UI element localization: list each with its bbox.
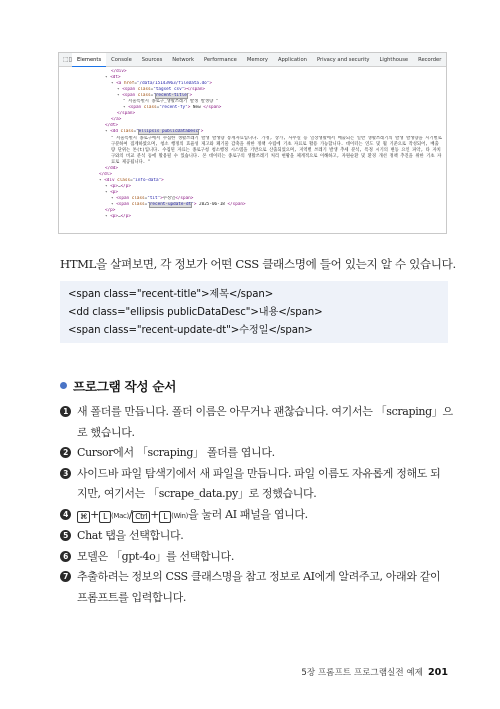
- code-snippet-box: [60, 281, 448, 343]
- win-label: (Win): [171, 511, 188, 520]
- ctrl-key: Ctrl: [132, 511, 150, 523]
- code-tree-line[interactable]: ▾ <span class="tagset csv"></span>: [117, 87, 206, 93]
- code-tree-line[interactable]: </a>: [111, 117, 122, 123]
- step-text-line: Cursor에서 「scraping」 폴더를 엽니다.: [77, 446, 275, 459]
- step-item: [60, 526, 452, 547]
- l-key: L: [159, 511, 171, 523]
- step-number-6: 6: [60, 551, 71, 562]
- step-number-1: 1: [60, 406, 71, 417]
- step-number-3: 3: [60, 468, 71, 479]
- code-tree-line[interactable]: ▾ <span class="tit">수정일</span>: [111, 195, 194, 201]
- step-text-line: Chat 탭을 선택합니다.: [77, 529, 184, 542]
- code-tree-line[interactable]: ▾ <span class="recent-update-dt"> 2025-06-18 </span>: [111, 202, 246, 208]
- code-tree-line[interactable]: ▾ <a href="/data/15143963/fileData.do">: [111, 81, 212, 87]
- code-tree-line[interactable]: </dd>: [105, 165, 118, 171]
- devtools-tabs: [72, 53, 446, 67]
- devtools-tab-bar: [59, 53, 446, 67]
- devtools-tab-privacy-and-security[interactable]: Privacy and security: [316, 56, 370, 63]
- code-tree-line[interactable]: </span>: [117, 111, 136, 117]
- step-text-line: 모델은 「gpt-4o」를 선택합니다.: [77, 549, 234, 563]
- step-item: [60, 567, 452, 608]
- page-number: 201: [427, 667, 448, 678]
- code-tree-line[interactable]: " 서울특별시 종로구_생활쓰레기 발생 발생량 ": [123, 99, 219, 105]
- bullet-dot-icon: [60, 382, 67, 389]
- devtools-tab-memory[interactable]: Memory: [246, 56, 268, 63]
- step-number-5: 5: [60, 530, 71, 541]
- code-tree-line[interactable]: </dl>: [99, 171, 112, 177]
- code-tree-line[interactable]: ▾ <span class="recent-title">: [117, 93, 193, 99]
- intro-paragraph: HTML을 살펴보면, 각 정보가 어떤 CSS 클래스명에 들어 있는지 알 수 있습니다.: [60, 257, 456, 271]
- mac-label: (Mac): [111, 511, 129, 520]
- code-tree-line[interactable]: </div>: [111, 69, 127, 74]
- step-text-line: 지만, 여기서는 「scrape_data.py」로 정했습니다.: [77, 487, 317, 500]
- code-tree-line[interactable]: ▾ <dd class="ellipsis publicDataDesc">: [105, 129, 204, 135]
- devtools-tab-recorder[interactable]: Recorder: [418, 56, 442, 63]
- devtools-tab-elements[interactable]: Elements: [72, 53, 106, 67]
- devtools-tab-application[interactable]: Application: [277, 56, 307, 63]
- command-key-icon: ⌘: [77, 511, 90, 523]
- plus-sign: +: [150, 507, 160, 521]
- code-tree-line[interactable]: ▾ <div class="info-data">: [99, 177, 164, 183]
- code-tree-line[interactable]: ▾ <p>…</p>: [105, 214, 131, 220]
- html-source-tree: [59, 67, 446, 220]
- devtools-tab-performance[interactable]: Performance: [203, 56, 237, 63]
- code-line: <span class="recent-title">제목</span>: [68, 289, 274, 300]
- step-item: [60, 464, 452, 505]
- step-text-line: 새 폴더를 만듭니다. 폴더 이름은 아무거나 괜찮습니다. 여기서는 「scraping」으: [77, 405, 453, 418]
- inspect-element-icon[interactable]: ⬚: [63, 56, 69, 63]
- devtools-tab-lighthouse[interactable]: Lighthouse: [379, 56, 409, 63]
- step-item: [60, 505, 452, 527]
- section-heading: [60, 376, 176, 395]
- step-text-line: [77, 505, 308, 527]
- step-text-line: 로 했습니다.: [77, 425, 135, 439]
- step-4-text: 을 눌러 AI 패널을 엽니다.: [187, 507, 308, 521]
- code-tree-line[interactable]: ▾ <p>: [105, 189, 118, 195]
- code-tree-line[interactable]: </p>: [105, 208, 116, 214]
- devtools-screenshot: [58, 52, 447, 234]
- code-tree-line[interactable]: ▾ <p>…</p>: [105, 183, 131, 189]
- step-number-2: 2: [60, 447, 71, 458]
- step-item: [60, 443, 452, 464]
- l-key: L: [99, 511, 111, 523]
- step-text-line: 사이드바 파일 탐색기에서 새 파일을 만듭니다. 파일 이름도 자유롭게 정해도 되: [77, 466, 441, 480]
- step-item: [60, 402, 452, 443]
- code-line: <span class="recent-update-dt">수정일</span>: [68, 325, 313, 336]
- devtools-tab-console[interactable]: Console: [111, 56, 132, 63]
- devtools-tab-sources[interactable]: Sources: [141, 56, 163, 63]
- steps-list: [60, 402, 452, 608]
- device-toolbar-icon[interactable]: ▯: [68, 56, 72, 63]
- chapter-title: 5장 프롬프트 프로그램실전 예제: [301, 668, 423, 678]
- code-tree-line[interactable]: ▾ <span class="recent-fy"> New </span>: [123, 105, 222, 111]
- code-line: <dd class="ellipsis publicDataDesc">내용</span>: [68, 307, 323, 318]
- page-footer: [301, 666, 448, 678]
- slash-separator: /: [128, 507, 133, 521]
- step-text-line: 프롬프트를 입력합니다.: [77, 590, 187, 604]
- plus-sign: +: [90, 507, 100, 521]
- devtools-tab-network[interactable]: Network: [172, 56, 194, 63]
- step-item: [60, 547, 452, 568]
- code-tree-line[interactable]: ▾ <dt>: [105, 75, 121, 81]
- step-number-4: 4: [60, 509, 71, 520]
- code-tree-line[interactable]: " 서울특별시 종로구에서 수집한 생활쓰레기 발생 발생량 통계자료입니다. 가정, 상가, 사무실 등 일상생활에서 배출되는 일반 생활쓰레기의 발생 발생량을 시기별로 구분하여 집계하였으며, 청소 행정의 효율성 제고와 폐기물 감축을 위한 정책 수립에 기초 자료로 활용 가능합니다. 데이터는 연도 및 월 기준으로 작성되어, 배출량 단위는 톤(t)입니다. 수집된 자료는 종로구청 청소행정 시스템을 기반으로 산출되었으며, 지역별 쓰레기 발생 추세 분석, 특정 시기의 변동 요인 파악, 타 자치구와의 비교 분석 등에 활용될 수 있습니다. 본 데이터는 종로구의 생활쓰레기 처리 현황을 체계적으로 이해하고, 자원순환 및 환경 개선 정책 추진을 위한 기초 자료로 제공됩니다. ": [111, 135, 442, 165]
- step-text-line: 추출하려는 정보의 CSS 클래스명을 참고 정보로 AI에게 알려주고, 아래와 같이: [77, 570, 441, 583]
- step-number-7: 7: [60, 571, 71, 582]
- code-tree-line[interactable]: </dt>: [105, 123, 118, 129]
- section-title-text: 프로그램 작성 순서: [73, 379, 177, 394]
